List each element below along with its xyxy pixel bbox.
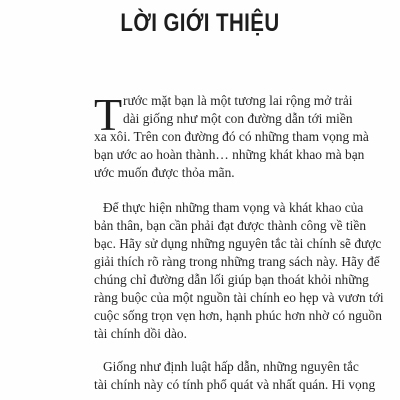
text-line: chúng chỉ đường dẫn lối giúp bạn thoát khỏi những xyxy=(94,272,369,287)
text-line: cuộc sống trọn vẹn hơn, hạnh phúc hơn nhờ có nguồn xyxy=(94,308,382,323)
paragraph-third xyxy=(94,358,375,394)
page-title: LỜI GIỚI THIỆU xyxy=(120,9,280,37)
drop-cap-letter: T xyxy=(94,89,123,140)
text-line: ràng buộc của một nguồn tài chính eo hẹp và vươn tới xyxy=(94,290,384,305)
text-line: tài chính dồi dào. xyxy=(94,326,187,341)
paragraph-second xyxy=(94,199,384,343)
text-line: ước muốn được thỏa mãn. xyxy=(94,165,235,180)
text-line: dài giống như một con đường dẫn tới miền xyxy=(123,111,353,126)
text-line: giải thích rõ ràng trong những trang sách này. Hãy để xyxy=(94,254,380,269)
text-line: xa xôi. Trên con đường đó có những tham vọng mà xyxy=(94,129,369,144)
text-line: rước mặt bạn là một tương lai rộng mở trải xyxy=(123,93,353,108)
text-line: bạn ước ao hoàn thành… những khát khao mà bạn xyxy=(94,147,365,162)
text-line: Giống như định luật hấp dẫn, những nguyên tắc xyxy=(103,359,359,374)
paragraph-intro xyxy=(94,89,375,182)
text-line: bản thân, bạn cần phải đạt được thành công về tiền xyxy=(94,218,367,233)
text-line: tài chính này có tính phổ quát và nhất quán. Hi vọng xyxy=(94,377,376,392)
text-line: bạc. Hãy sử dụng những nguyên tắc tài chính sẽ được xyxy=(94,236,382,251)
text-line: Để thực hiện những tham vọng và khát khao của xyxy=(103,200,364,215)
